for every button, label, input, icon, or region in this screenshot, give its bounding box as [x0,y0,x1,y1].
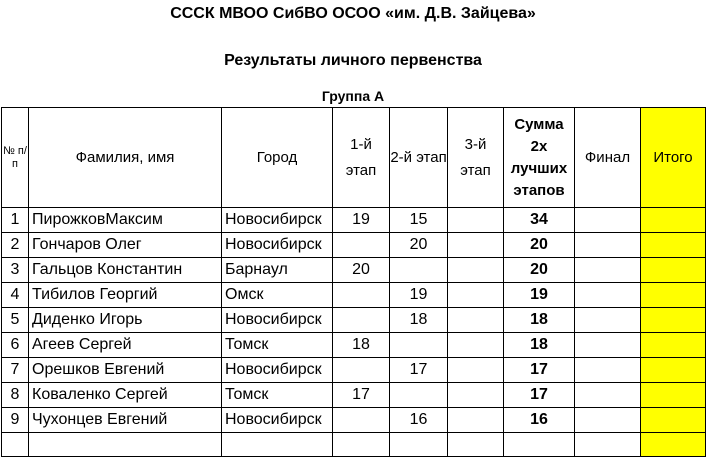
empty-cell [390,433,448,457]
cell-stage3 [448,283,504,308]
empty-cell [504,433,575,457]
table-row [2,308,706,333]
cell-sum: 19 [504,283,575,308]
empty-cell [222,433,333,457]
col-header-stage1: 1-й этап [333,108,390,208]
cell-stage2 [390,383,448,408]
cell-name: Орешков Евгений [29,358,222,383]
cell-num: 6 [2,333,29,358]
empty-cell [575,433,641,457]
empty-row [2,433,706,457]
cell-num: 4 [2,283,29,308]
empty-cell [448,433,504,457]
col-header-stage2: 2-й этап [390,108,448,208]
cell-city: Новосибирск [222,308,333,333]
col-header-sum: Сумма 2х лучших этапов [504,108,575,208]
col-header-stage3: 3-й этап [448,108,504,208]
cell-stage1: 20 [333,258,390,283]
cell-total [641,308,706,333]
document-title: СССК МВОО СибВО ОСОО «им. Д.В. Зайцева» [170,5,536,22]
cell-sum: 34 [504,208,575,233]
cell-stage2: 15 [390,208,448,233]
header-row [2,108,706,208]
cell-stage2: 19 [390,283,448,308]
cell-stage1 [333,308,390,333]
cell-city: Новосибирск [222,208,333,233]
cell-city: Барнаул [222,258,333,283]
table-row [2,208,706,233]
col-header-name: Фамилия, имя [29,108,222,208]
cell-stage1: 18 [333,333,390,358]
empty-cell [333,433,390,457]
cell-stage1 [333,233,390,258]
cell-stage3 [448,333,504,358]
cell-total [641,408,706,433]
cell-total [641,258,706,283]
cell-total [641,358,706,383]
results-table [1,107,706,457]
cell-sum: 20 [504,233,575,258]
cell-name: Агеев Сергей [29,333,222,358]
cell-stage1 [333,283,390,308]
table-row [2,283,706,308]
table-row [2,258,706,283]
empty-cell [29,433,222,457]
cell-name: ПирожковМаксим [29,208,222,233]
cell-stage3 [448,308,504,333]
cell-total [641,208,706,233]
table-row [2,333,706,358]
cell-stage3 [448,258,504,283]
cell-final [575,408,641,433]
empty-cell [641,433,706,457]
cell-total [641,333,706,358]
empty-cell [2,433,29,457]
cell-stage2: 18 [390,308,448,333]
cell-num: 9 [2,408,29,433]
cell-final [575,383,641,408]
cell-num: 2 [2,233,29,258]
results-heading: Результаты личного первенства [224,52,482,69]
cell-stage3 [448,408,504,433]
cell-num: 3 [2,258,29,283]
cell-city: Томск [222,383,333,408]
cell-stage3 [448,208,504,233]
cell-stage2 [390,258,448,283]
cell-final [575,258,641,283]
cell-city: Омск [222,283,333,308]
cell-city: Новосибирск [222,233,333,258]
col-header-total: Итого [641,108,706,208]
cell-name: Гончаров Олег [29,233,222,258]
cell-final [575,283,641,308]
cell-stage3 [448,233,504,258]
cell-final [575,333,641,358]
cell-city: Новосибирск [222,408,333,433]
cell-stage1: 17 [333,383,390,408]
col-header-num: № п/п [2,108,29,208]
col-header-final: Финал [575,108,641,208]
cell-name: Тибилов Георгий [29,283,222,308]
group-heading: Группа А [321,88,385,104]
table-row [2,383,706,408]
cell-num: 1 [2,208,29,233]
cell-stage2: 20 [390,233,448,258]
cell-city: Томск [222,333,333,358]
cell-total [641,383,706,408]
cell-name: Чухонцев Евгений [29,408,222,433]
cell-num: 5 [2,308,29,333]
cell-total [641,233,706,258]
cell-final [575,233,641,258]
cell-num: 8 [2,383,29,408]
cell-name: Гальцов Константин [29,258,222,283]
cell-name: Диденко Игорь [29,308,222,333]
cell-stage3 [448,383,504,408]
cell-name: Коваленко Сергей [29,383,222,408]
cell-sum: 20 [504,258,575,283]
cell-sum: 16 [504,408,575,433]
cell-stage1 [333,408,390,433]
cell-stage1 [333,358,390,383]
cell-final [575,308,641,333]
cell-stage2: 17 [390,358,448,383]
table-row [2,358,706,383]
cell-stage1: 19 [333,208,390,233]
table-row [2,233,706,258]
cell-sum: 18 [504,308,575,333]
cell-final [575,208,641,233]
cell-sum: 17 [504,358,575,383]
cell-final [575,358,641,383]
cell-stage2: 16 [390,408,448,433]
cell-city: Новосибирск [222,358,333,383]
cell-stage2 [390,333,448,358]
table-row [2,408,706,433]
cell-stage3 [448,358,504,383]
cell-total [641,283,706,308]
cell-num: 7 [2,358,29,383]
cell-sum: 17 [504,383,575,408]
cell-sum: 18 [504,333,575,358]
col-header-city: Город [222,108,333,208]
